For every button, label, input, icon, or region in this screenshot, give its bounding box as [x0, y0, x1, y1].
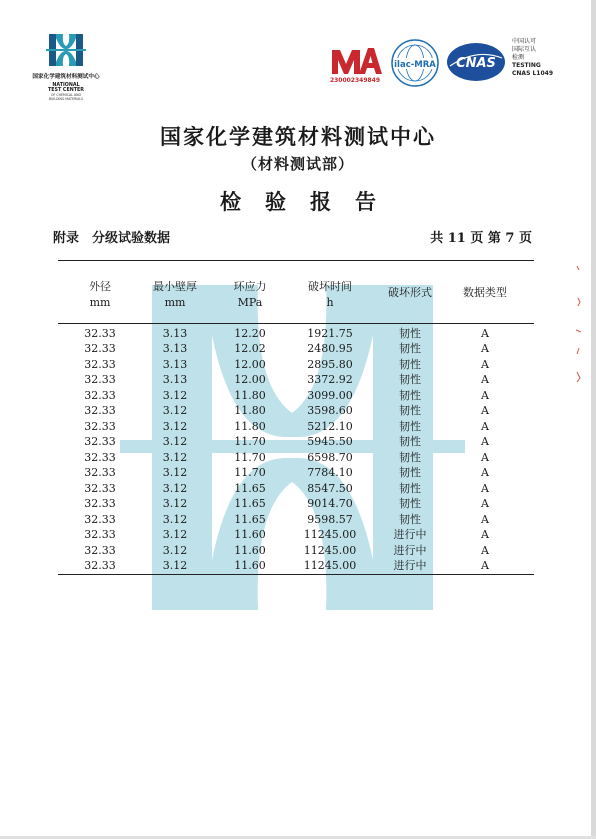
table-row: [0, 419, 596, 435]
cell-failure-mode: 韧性: [399, 404, 421, 417]
cell-failure-time: 11245.00: [303, 559, 357, 572]
table-row: [0, 527, 596, 543]
cell-hoop-stress: 11.65: [234, 497, 266, 510]
center-logo-en-sub: OF CHEMICAL AND BUILDING MATERIALS: [48, 93, 84, 101]
header-data-type: 数据类型: [463, 286, 507, 299]
cell-data-type: A: [481, 373, 489, 386]
cell-outer-diameter: 32.33: [84, 419, 116, 433]
cell-failure-time: 1921.75: [307, 326, 353, 340]
cell-outer-diameter: 32.33: [84, 450, 116, 464]
cell-failure-mode: 韧性: [399, 326, 421, 340]
table-row: [0, 341, 596, 357]
cell-hoop-stress: 11.60: [234, 543, 266, 557]
cell-data-type: A: [481, 404, 489, 417]
cell-outer-diameter: 32.33: [84, 373, 116, 386]
cell-min-wall-thickness: 3.12: [162, 450, 188, 464]
table-row: [0, 403, 596, 419]
cell-min-wall-thickness: 3.12: [162, 528, 188, 541]
cell-hoop-stress: 11.80: [234, 419, 266, 433]
cell-data-type: A: [481, 466, 489, 479]
cell-min-wall-thickness: 3.13: [162, 373, 188, 386]
cell-outer-diameter: 32.33: [84, 512, 116, 526]
cell-hoop-stress: 11.60: [234, 528, 266, 541]
cell-min-wall-thickness: 3.13: [162, 342, 188, 355]
header-hoop-stress: 环应力 MPa: [233, 280, 267, 309]
table-row: [0, 357, 596, 373]
cell-data-type: A: [481, 419, 489, 433]
cell-outer-diameter: 32.33: [84, 326, 116, 340]
cma-logo-icon: [326, 44, 384, 78]
cell-outer-diameter: 32.33: [84, 497, 116, 510]
cell-hoop-stress: 11.70: [234, 466, 266, 479]
table-top-rule: [58, 260, 534, 261]
page-info: 共 11 页 第 7 页: [430, 231, 532, 246]
cnas-logo: [446, 42, 506, 82]
cell-failure-mode: 韧性: [399, 481, 421, 495]
cell-data-type: A: [481, 357, 489, 371]
appendix-label: 附录 分级试验数据: [53, 231, 171, 246]
cnas-side-text: 中国认可 国际互认 检测 TESTING CNAS L1049: [512, 38, 554, 77]
cell-failure-mode: 韧性: [399, 342, 421, 355]
cell-hoop-stress: 11.65: [234, 512, 266, 526]
cell-hoop-stress: 11.80: [234, 388, 266, 402]
table-row: [0, 465, 596, 481]
svg-text:ilac-MRA: ilac-MRA: [394, 60, 436, 70]
cell-failure-mode: 韧性: [399, 373, 421, 386]
center-logo-en-name: NATIONAL TEST CENTER: [47, 83, 84, 94]
cell-min-wall-thickness: 3.12: [162, 497, 188, 510]
cell-failure-mode: 韧性: [399, 497, 421, 510]
cell-failure-time: 9014.70: [307, 497, 353, 510]
cell-failure-time: 3099.00: [307, 388, 353, 402]
table-row: [0, 372, 596, 388]
cell-data-type: A: [481, 326, 489, 340]
cell-failure-mode: 韧性: [399, 435, 421, 448]
cell-outer-diameter: 32.33: [84, 435, 116, 448]
table-row: [0, 450, 596, 466]
cnas-logo-icon: [446, 42, 506, 82]
cell-failure-mode: 韧性: [399, 450, 421, 464]
cell-failure-time: 5212.10: [307, 419, 353, 433]
table-row: [0, 543, 596, 559]
cell-outer-diameter: 32.33: [84, 388, 116, 402]
cell-hoop-stress: 12.00: [234, 357, 266, 371]
table-row: [0, 512, 596, 528]
cell-data-type: A: [481, 388, 489, 402]
cell-min-wall-thickness: 3.12: [162, 481, 188, 495]
cell-min-wall-thickness: 3.12: [162, 404, 188, 417]
cell-failure-time: 11245.00: [303, 528, 357, 541]
cell-failure-time: 5945.50: [307, 435, 353, 448]
ilac-mra-icon: [390, 38, 440, 88]
cell-outer-diameter: 32.33: [84, 357, 116, 371]
cell-outer-diameter: 32.33: [84, 528, 116, 541]
cell-data-type: A: [481, 543, 489, 557]
cell-failure-mode: 进行中: [393, 528, 427, 541]
ilac-mra-logo: [390, 38, 440, 88]
header-min-wall-thickness: 最小壁厚 mm: [153, 280, 197, 309]
cell-hoop-stress: 12.20: [234, 326, 266, 340]
cell-failure-mode: 韧性: [399, 419, 421, 433]
cell-data-type: A: [481, 497, 489, 510]
cell-outer-diameter: 32.33: [84, 404, 116, 417]
cell-outer-diameter: 32.33: [84, 559, 116, 572]
center-logo-icon: [46, 30, 86, 70]
table-row: [0, 558, 596, 574]
cell-data-type: A: [481, 512, 489, 526]
report-title: 检验报告: [220, 189, 400, 214]
header-outer-diameter: 外径 mm: [89, 280, 111, 309]
center-logo-cn-name: 国家化学建筑材料测试中心: [32, 74, 100, 80]
cell-min-wall-thickness: 3.12: [162, 543, 188, 557]
cma-logo: [326, 44, 384, 86]
cell-outer-diameter: 32.33: [84, 481, 116, 495]
document-title: 国家化学建筑材料测试中心: [160, 124, 436, 149]
table-header-rule: [58, 323, 534, 324]
cell-failure-mode: 韧性: [399, 512, 421, 526]
table-row: [0, 481, 596, 497]
cell-failure-time: 2895.80: [307, 357, 353, 371]
cell-min-wall-thickness: 3.13: [162, 357, 188, 371]
document-subtitle: （材料测试部）: [241, 155, 354, 173]
center-logo: [24, 30, 108, 118]
cell-min-wall-thickness: 3.12: [162, 388, 188, 402]
table-row: [0, 496, 596, 512]
cell-failure-time: 3598.60: [307, 404, 353, 417]
cell-hoop-stress: 11.65: [234, 481, 266, 495]
cell-min-wall-thickness: 3.12: [162, 419, 188, 433]
table-row: [0, 388, 596, 404]
cell-failure-mode: 进行中: [393, 543, 427, 557]
cell-data-type: A: [481, 342, 489, 355]
cell-failure-mode: 进行中: [393, 559, 427, 572]
table-row: [0, 434, 596, 450]
cma-number: 230002349849: [329, 77, 381, 84]
table-bottom-rule: [58, 574, 534, 575]
cell-hoop-stress: 12.00: [234, 373, 266, 386]
cell-failure-mode: 韧性: [399, 357, 421, 371]
cell-min-wall-thickness: 3.12: [162, 466, 188, 479]
cell-failure-time: 6598.70: [307, 450, 353, 464]
cell-data-type: A: [481, 450, 489, 464]
cell-data-type: A: [481, 528, 489, 541]
cell-failure-time: 2480.95: [307, 342, 353, 355]
margin-red-marks: [574, 260, 586, 390]
cell-failure-time: 11245.00: [303, 543, 357, 557]
cell-failure-time: 3372.92: [307, 373, 353, 386]
cell-hoop-stress: 11.60: [234, 559, 266, 572]
cell-hoop-stress: 11.70: [234, 435, 266, 448]
cell-min-wall-thickness: 3.12: [162, 435, 188, 448]
cell-failure-time: 7784.10: [307, 466, 353, 479]
cell-failure-mode: 韧性: [399, 388, 421, 402]
cell-data-type: A: [481, 435, 489, 448]
cell-data-type: A: [481, 481, 489, 495]
cell-min-wall-thickness: 3.12: [162, 512, 188, 526]
cell-data-type: A: [481, 559, 489, 572]
header-failure-time: 破坏时间 h: [308, 280, 352, 309]
table-row: [0, 326, 596, 342]
cell-min-wall-thickness: 3.13: [162, 326, 188, 340]
cell-hoop-stress: 11.70: [234, 450, 266, 464]
cell-outer-diameter: 32.33: [84, 543, 116, 557]
cell-failure-time: 8547.50: [307, 481, 353, 495]
cell-failure-time: 9598.57: [307, 512, 353, 526]
cell-failure-mode: 韧性: [399, 466, 421, 479]
cell-min-wall-thickness: 3.12: [162, 559, 188, 572]
cell-outer-diameter: 32.33: [84, 342, 116, 355]
header-failure-mode: 破坏形式: [388, 286, 432, 299]
cell-outer-diameter: 32.33: [84, 466, 116, 479]
svg-text:CNAS: CNAS: [456, 56, 496, 71]
cell-hoop-stress: 11.80: [234, 404, 266, 417]
cell-hoop-stress: 12.02: [234, 342, 266, 355]
